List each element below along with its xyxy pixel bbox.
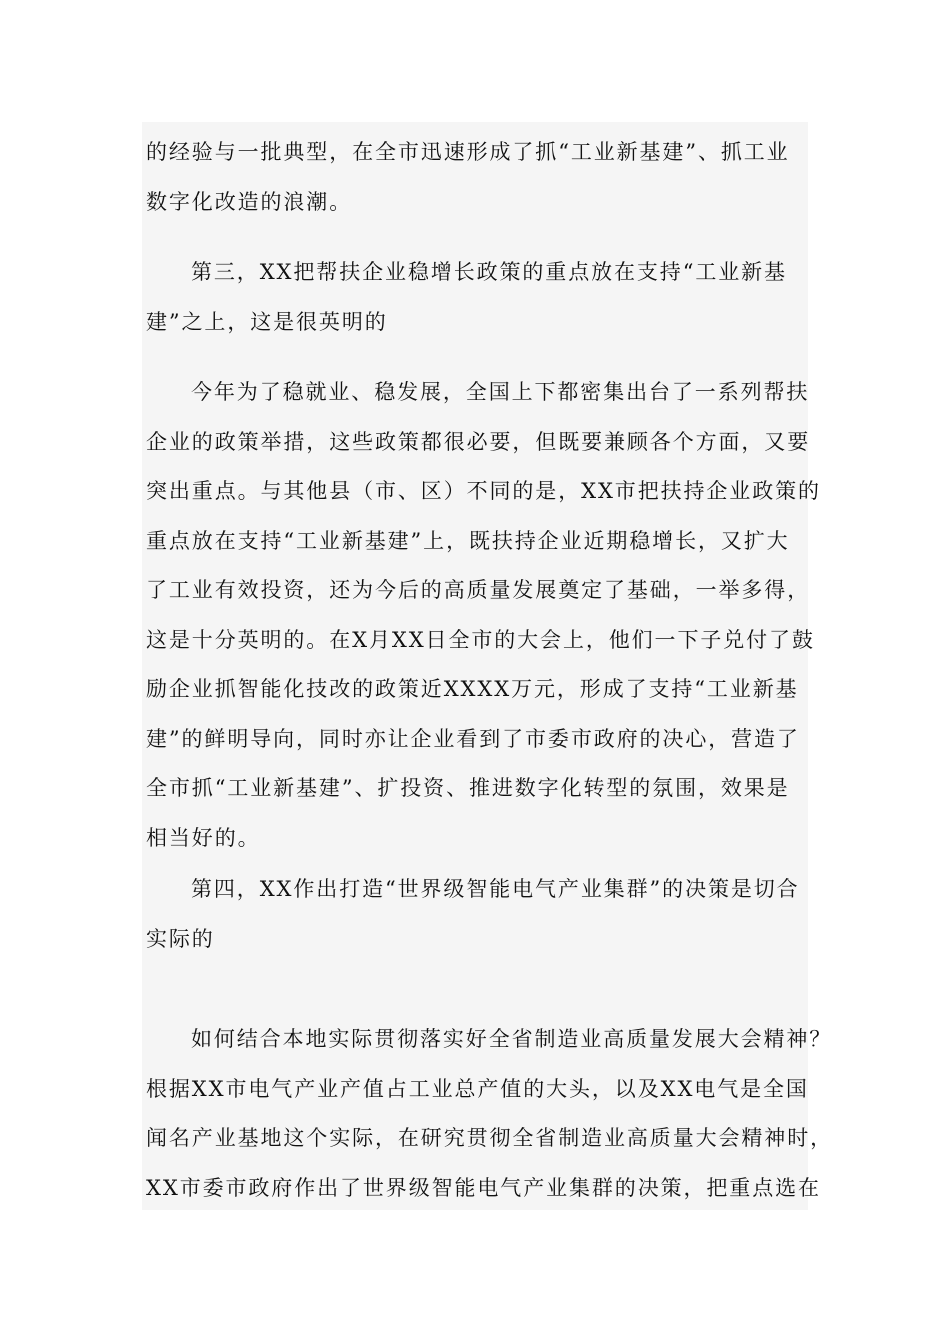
text-line: 第三，XX把帮扶企业稳增长政策的重点放在支持“工业新基: [191, 260, 787, 284]
paragraph-3: [146, 368, 821, 863]
paragraph-5: [146, 1015, 833, 1213]
text-line: 企业的政策举措，这些政策都很必要，但既要兼顾各个方面，又要: [146, 429, 811, 454]
text-line: 根据XX市电气产业产值占工业总产值的大头，以及XX电气是全国: [146, 1076, 809, 1101]
text-line: 如何结合本地实际贯彻落实好全省制造业高质量发展大会精神？: [191, 1027, 833, 1051]
text-line: 建”的鲜明导向，同时亦让企业看到了市委市政府的决心，营造了: [146, 726, 800, 751]
text-line: 这是十分英明的。在X月XX日全市的大会上，他们一下子兑付了鼓: [146, 627, 815, 652]
text-line: 闻名产业基地这个实际，在研究贯彻全省制造业高质量大会精神时，: [146, 1126, 833, 1150]
text-line: 重点放在支持“工业新基建”上，既扶持企业近期稳增长，又扩大: [146, 528, 790, 553]
text-line: 的经验与一批典型，在全市迅速形成了抓“工业新基建”、抓工业: [146, 140, 790, 164]
text-line: 相当好的。: [146, 825, 261, 850]
paragraph-1: [146, 128, 808, 227]
text-line: 全市抓“工业新基建”、扩投资、推进数字化转型的氛围，效果是: [146, 776, 790, 800]
text-line: 励企业抓智能化技改的政策近XXXX万元，形成了支持“工业新基: [146, 677, 799, 701]
text-line: 突出重点。与其他县（市、区）不同的是，XX市把扶持企业政策的: [146, 479, 821, 503]
text-line: 今年为了稳就业、稳发展，全国上下都密集出台了一系列帮扶: [191, 380, 810, 404]
text-line: XX市委市政府作出了世界级智能电气产业集群的决策，把重点选在: [146, 1175, 821, 1200]
section-heading-4: [146, 865, 808, 964]
text-line: 第四，XX作出打造“世界级智能电气产业集群”的决策是切合: [191, 877, 800, 901]
text-line: 实际的: [146, 926, 215, 951]
text-line: 了工业有效投资，还为今后的高质量发展奠定了基础，一举多得，: [146, 578, 811, 602]
text-line: 数字化改造的浪潮。: [146, 189, 353, 214]
section-heading-3: [146, 248, 808, 347]
text-line: 建”之上，这是很英明的: [146, 309, 388, 334]
